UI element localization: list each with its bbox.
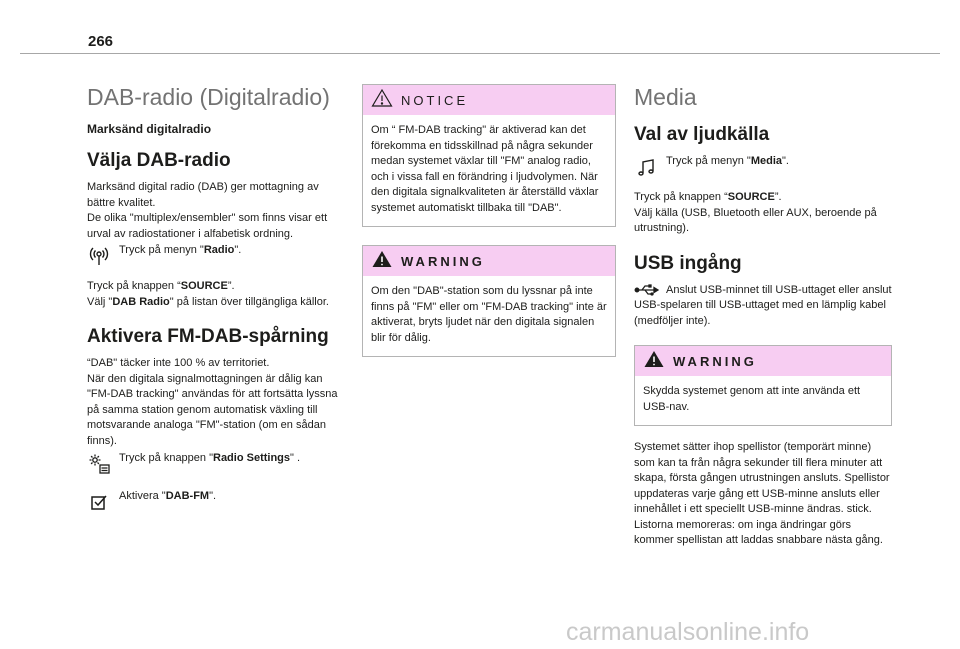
warning-box-dab [362, 245, 616, 357]
step-media-menu: Tryck på menyn "Media". [634, 154, 892, 184]
warning-header-usb [635, 346, 891, 376]
warning-triangle-icon [643, 349, 673, 374]
label-radio-settings: Radio Settings [213, 452, 291, 465]
step-radio-settings: Tryck på knappen "Radio Settings" . [87, 451, 343, 481]
settings-gear-icon [87, 452, 111, 474]
column-dab-radio: DAB-radio (Digitalradio) Marksänd digitalradio Välja DAB-radio Marksänd digital radio (DAB) ger mottagning av bättre kvalitet. De olika "multiplex/ensembler" som finns visar ett urval av radiostationer i alfabetisk ordning. Tryck på menyn "Radio". Tryck på knappen “SOURCE”. Välj "DAB Radio" på listan över tillgängliga källor. Aktivera FM-DAB-spårning “DAB" täcker inte 100 % av territoriet. När den digitala signalmottagningen är dålig kan "FM-DAB tracking" användas för att fortsätta lyssna på samma station genom automatisk växling till motsvarande analoga "FM"-station (om en sådan finns). Tryck på knappen "Radio Settings" . Aktivera "DAB-FM". [87, 84, 343, 521]
label-radio: Radio [203, 244, 235, 257]
heading-select-dab: Välja DAB-radio [87, 150, 231, 172]
paragraph-tracking: När den digitala signalmottagningen är dålig kan "FM-DAB tracking" användas för att fortsätta lyssna på samma station genom automatisk växling till motsvarande analoga "FM"-station (om en sådan finns). [87, 372, 338, 447]
section-title-dab: DAB-radio (Digitalradio) [87, 84, 330, 110]
warning-title-dab: WARNING [401, 253, 485, 269]
label-source: SOURCE [180, 280, 228, 293]
warning-title-usb: WARNING [673, 353, 757, 369]
checkbox-checked-icon [87, 490, 111, 512]
header-divider [20, 53, 940, 54]
subtitle-terrestrial: Marksänd digitalradio [87, 122, 212, 137]
heading-fm-dab-tracking: Aktivera FM-DAB-spårning [87, 326, 329, 348]
heading-audio-source: Val av ljudkälla [634, 124, 770, 146]
page-number: 266 [88, 33, 114, 50]
notice-text: Om “ FM-DAB tracking" är aktiverad kan det förekomma en tidsskillnad på några sekunder medan systemet växlar till "FM" analog radio, och i vissa fall en förändring i ljudvolymen. När den digitala signalkvaliteten är återställd växlar systemet automatiskt tillbaka till "DAB". [371, 124, 599, 214]
warning-text-dab: Om den "DAB"-station som du lyssnar på inte finns på "FM" eller om "FM-DAB tracking" inte är aktiverat, bryts ljudet när den digitala signalen blir för dålig. [371, 285, 607, 344]
label-source-media: SOURCE [727, 191, 775, 204]
label-dab-radio: DAB Radio [112, 295, 170, 308]
warning-triangle-icon [371, 249, 401, 274]
usb-icon [634, 283, 660, 302]
paragraph-coverage: “DAB" täcker inte 100 % av territoriet. [87, 357, 270, 370]
warning-box-usb [634, 345, 892, 426]
column-media: Media Val av ljudkälla Tryck på menyn "Media". Tryck på knappen “SOURCE”. Välj källa (USB, Bluetooth eller AUX, beroende på utrustning). USB ingång Anslut USB-minnet till USB-uttaget eller anslut USB-spelaren till USB-uttaget med en lämplig kabel (medföljer inte). WARNING Skydda systemet genom att inte använda ett USB-nav. Systemet sätter ihop spellistor (temporärt minne) som kan ta från några sekunder till flera minuter att skapa, första gången utrustningen ansluts. Spellistor uppdateras varje gång ett USB-minne ansluts eller innehållet i ett speciellt USB-minne ändras. stick. Listorna memoreras: om inga ändringar görs kommer spellistan att laddas snabbare nästa gång. [634, 84, 892, 549]
section-title-media: Media [634, 84, 697, 110]
step-radio-menu: Tryck på menyn "Radio". [87, 243, 343, 273]
step-usb-connect [634, 283, 892, 330]
radio-antenna-icon [87, 244, 111, 266]
paragraph-playlists: Systemet sätter ihop spellistor (temporärt minne) som kan ta från några sekunder till flera minuter att skapa, första gången utrustningen ansluts. Spellistor uppdateras varje gång ett USB-minne ansluts eller innehållet i ett speciellt USB-minne ändras. stick. Listorna memoreras: om inga ändringar görs kommer spellistan att laddas snabbare nästa gång. [634, 441, 890, 547]
heading-usb-input: USB ingång [634, 252, 742, 274]
watermark: carmanualsonline.info [566, 618, 810, 646]
notice-title: NOTICE [401, 92, 469, 108]
label-dab-fm: DAB-FM [165, 490, 210, 503]
notice-triangle-icon [371, 88, 401, 113]
paragraph-select-source: Välj källa (USB, Bluetooth eller AUX, beroende på utrustning). [634, 206, 877, 235]
label-media: Media [750, 155, 782, 168]
notice-box [362, 84, 616, 227]
warning-text-usb: Skydda systemet genom att inte använda ett USB-nav. [643, 385, 861, 413]
warning-header-dab [363, 246, 615, 276]
paragraph-dab-quality: Marksänd digital radio (DAB) ger mottagning av bättre kvalitet. [87, 181, 319, 209]
column-notices [362, 84, 616, 371]
notice-header [363, 85, 615, 115]
paragraph-multiplex: De olika "multiplex/ensembler" som finns visar ett urval av radiostationer i alfabetisk ordning. [87, 212, 328, 240]
paragraph-usb-connect: Anslut USB-minnet till USB-uttaget eller anslut USB-spelaren till USB-uttaget med en lämplig kabel (medföljer inte). [634, 283, 892, 327]
music-note-icon [634, 155, 658, 177]
step-activate-dab-fm: Aktivera "DAB-FM". [87, 489, 343, 519]
